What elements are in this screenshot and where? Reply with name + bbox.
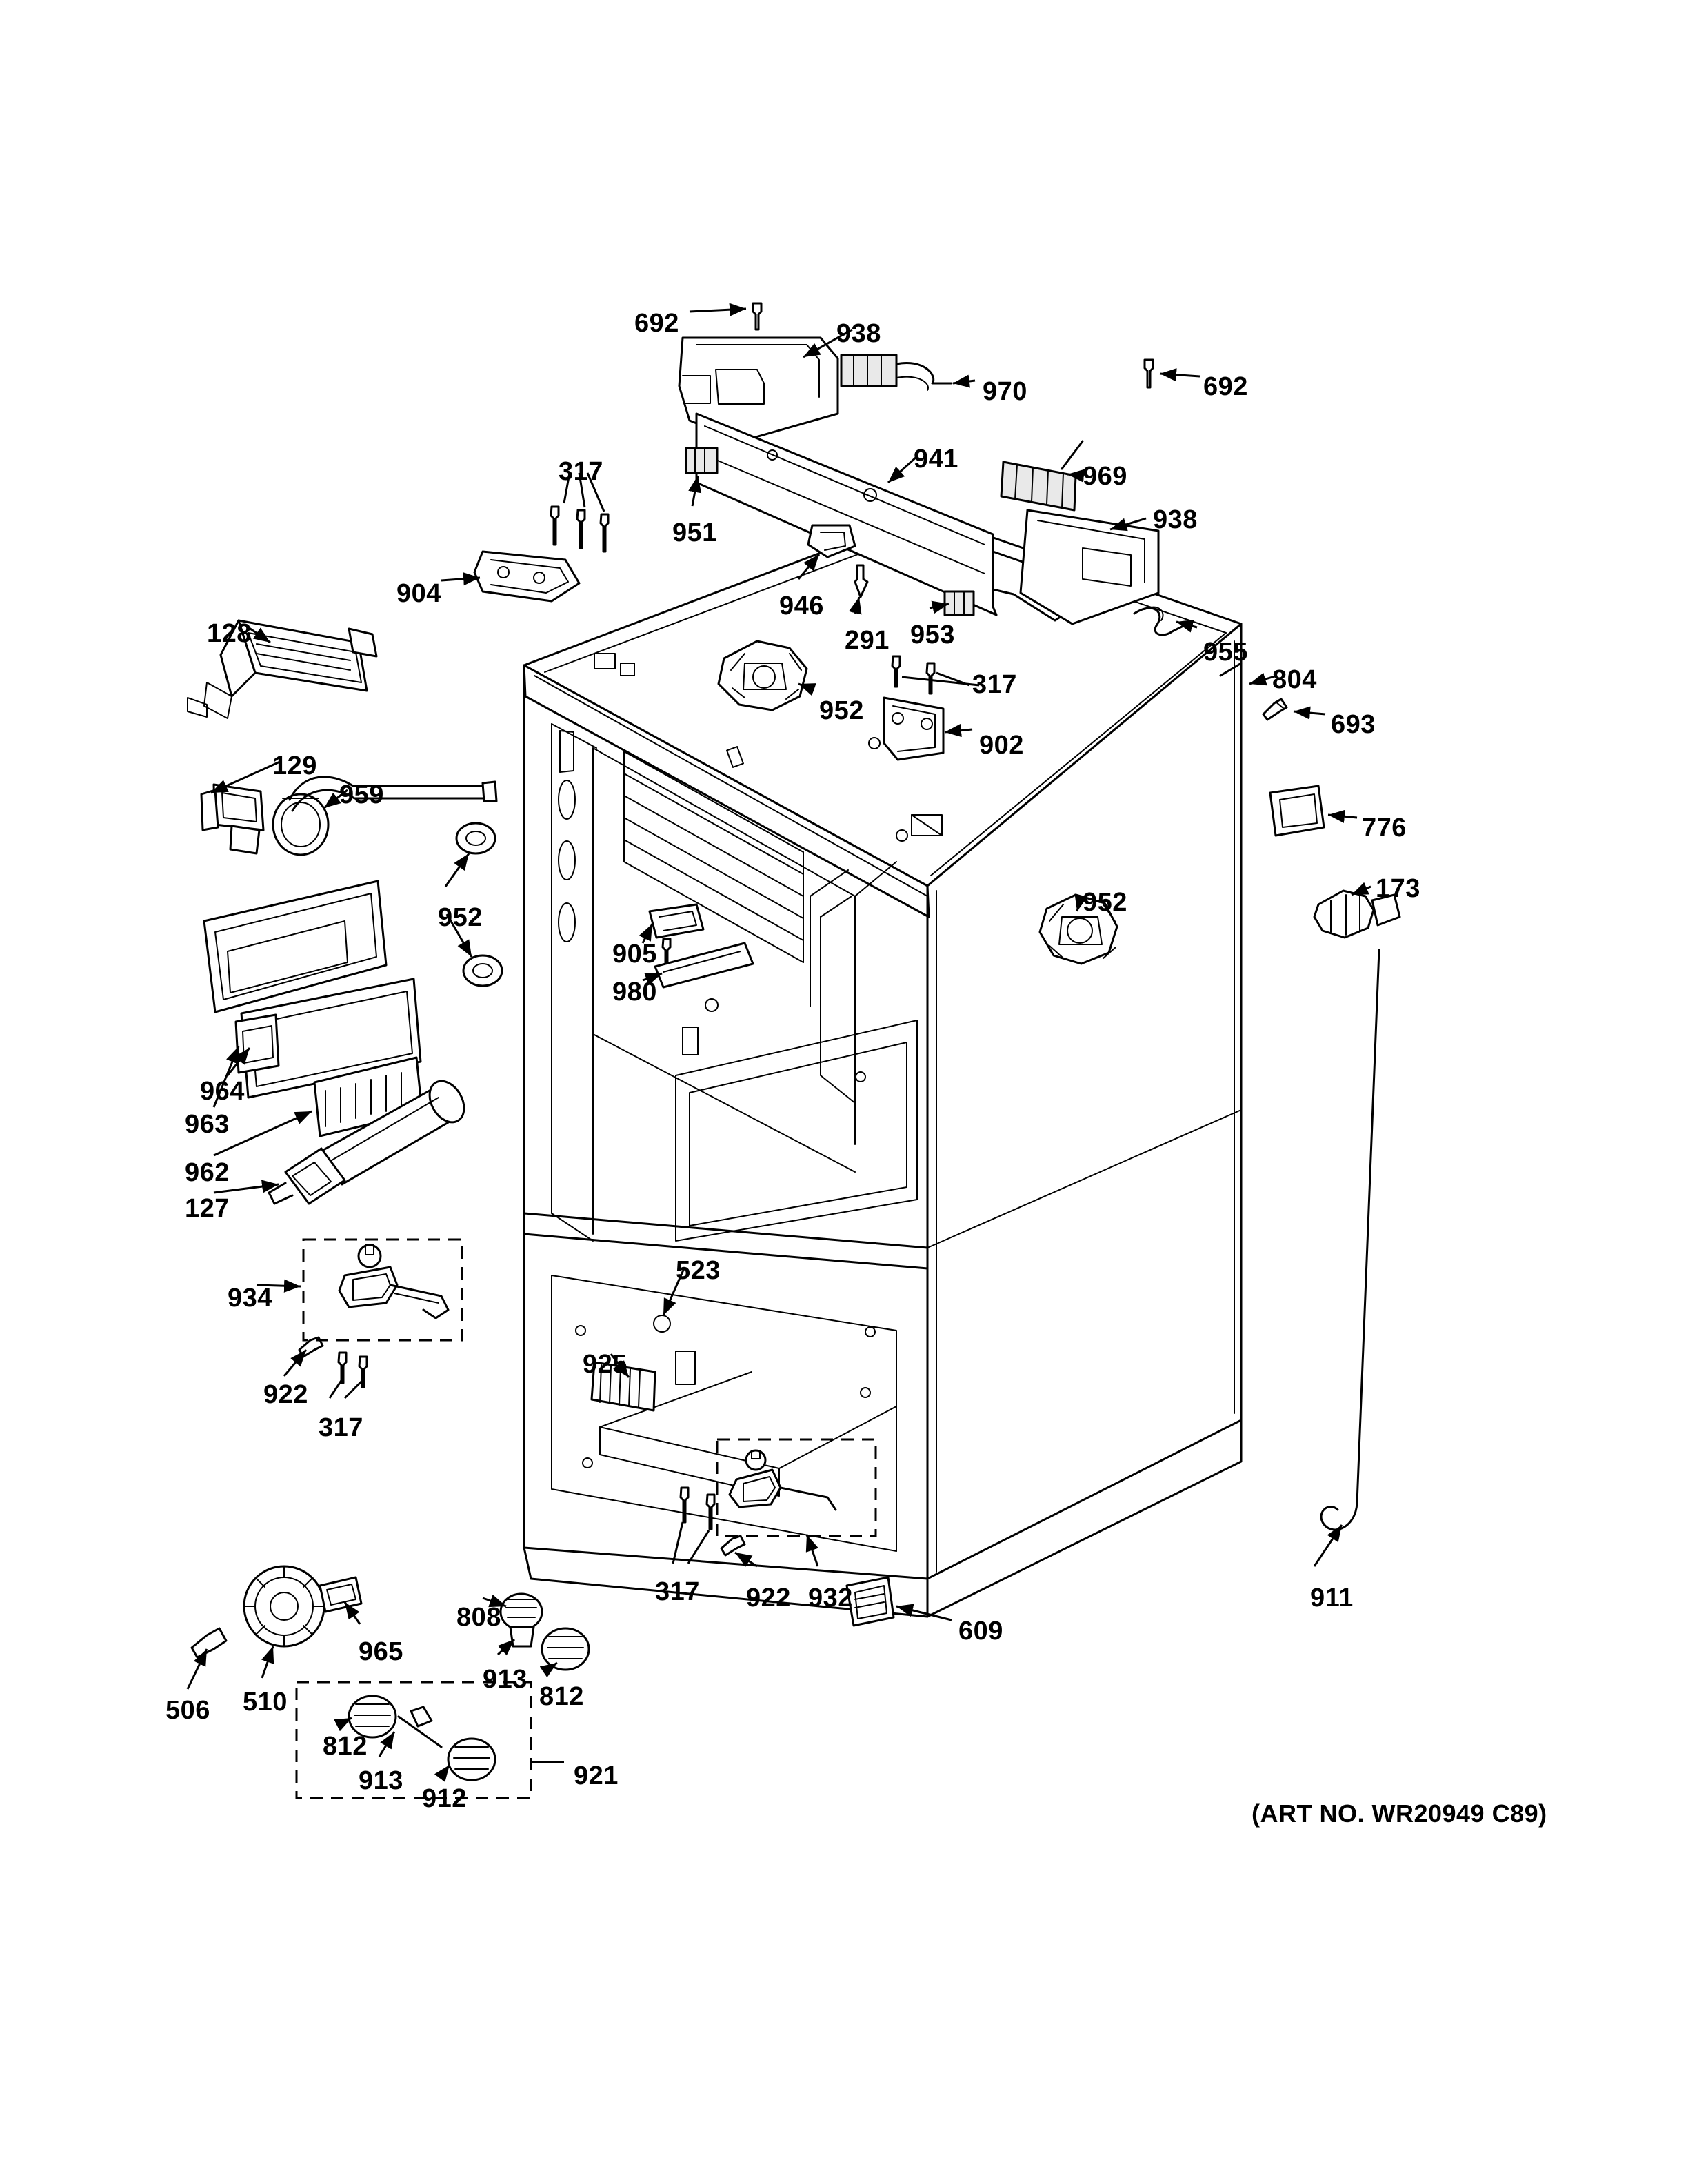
callout-912: 912 [422,1784,467,1813]
callout-902: 902 [979,731,1024,760]
callout-128: 128 [207,619,252,648]
callout-938: 938 [1153,505,1198,534]
callout-506: 506 [165,1696,210,1725]
callout-904: 904 [396,579,441,608]
callout-941: 941 [914,445,958,474]
callout-934: 934 [228,1284,272,1313]
callout-523: 523 [676,1256,721,1285]
callout-922: 922 [746,1584,791,1612]
callout-964: 964 [200,1077,245,1106]
callout-127: 127 [185,1194,230,1223]
callout-946: 946 [779,592,824,620]
callout-173: 173 [1376,874,1420,903]
callout-510: 510 [243,1688,288,1717]
art-number: (ART NO. WR20949 C89) [1252,1799,1547,1828]
callout-317: 317 [972,670,1017,699]
callout-812: 812 [539,1682,584,1711]
callout-959: 959 [339,780,384,809]
callout-692: 692 [634,309,679,338]
callout-692: 692 [1203,372,1248,401]
callout-129: 129 [272,751,317,780]
callout-952: 952 [1083,888,1127,917]
callout-969: 969 [1083,462,1127,491]
callout-965: 965 [359,1637,403,1666]
callout-951: 951 [672,518,717,547]
callout-932: 932 [808,1584,853,1612]
callout-317: 317 [319,1413,363,1442]
callout-317: 317 [559,457,603,486]
callout-938: 938 [836,319,881,348]
callout-913: 913 [359,1766,403,1795]
callout-962: 962 [185,1158,230,1187]
callout-913: 913 [483,1665,528,1694]
callout-980: 980 [612,978,657,1007]
callout-291: 291 [845,626,890,655]
callout-911: 911 [1310,1584,1354,1612]
callout-952: 952 [438,903,483,932]
callout-812: 812 [323,1732,368,1761]
callout-952: 952 [819,696,864,725]
callout-955: 955 [1203,638,1248,667]
callout-776: 776 [1362,813,1407,842]
callout-609: 609 [958,1617,1003,1646]
callout-804: 804 [1272,665,1317,694]
callout-963: 963 [185,1110,230,1139]
callout-808: 808 [456,1603,501,1632]
callout-970: 970 [983,377,1027,406]
callout-693: 693 [1331,710,1376,739]
callout-922: 922 [263,1380,308,1409]
callout-317: 317 [655,1577,700,1606]
callout-905: 905 [612,940,657,969]
callout-921: 921 [574,1761,619,1790]
callout-925: 925 [583,1350,627,1379]
callout-953: 953 [910,620,955,649]
